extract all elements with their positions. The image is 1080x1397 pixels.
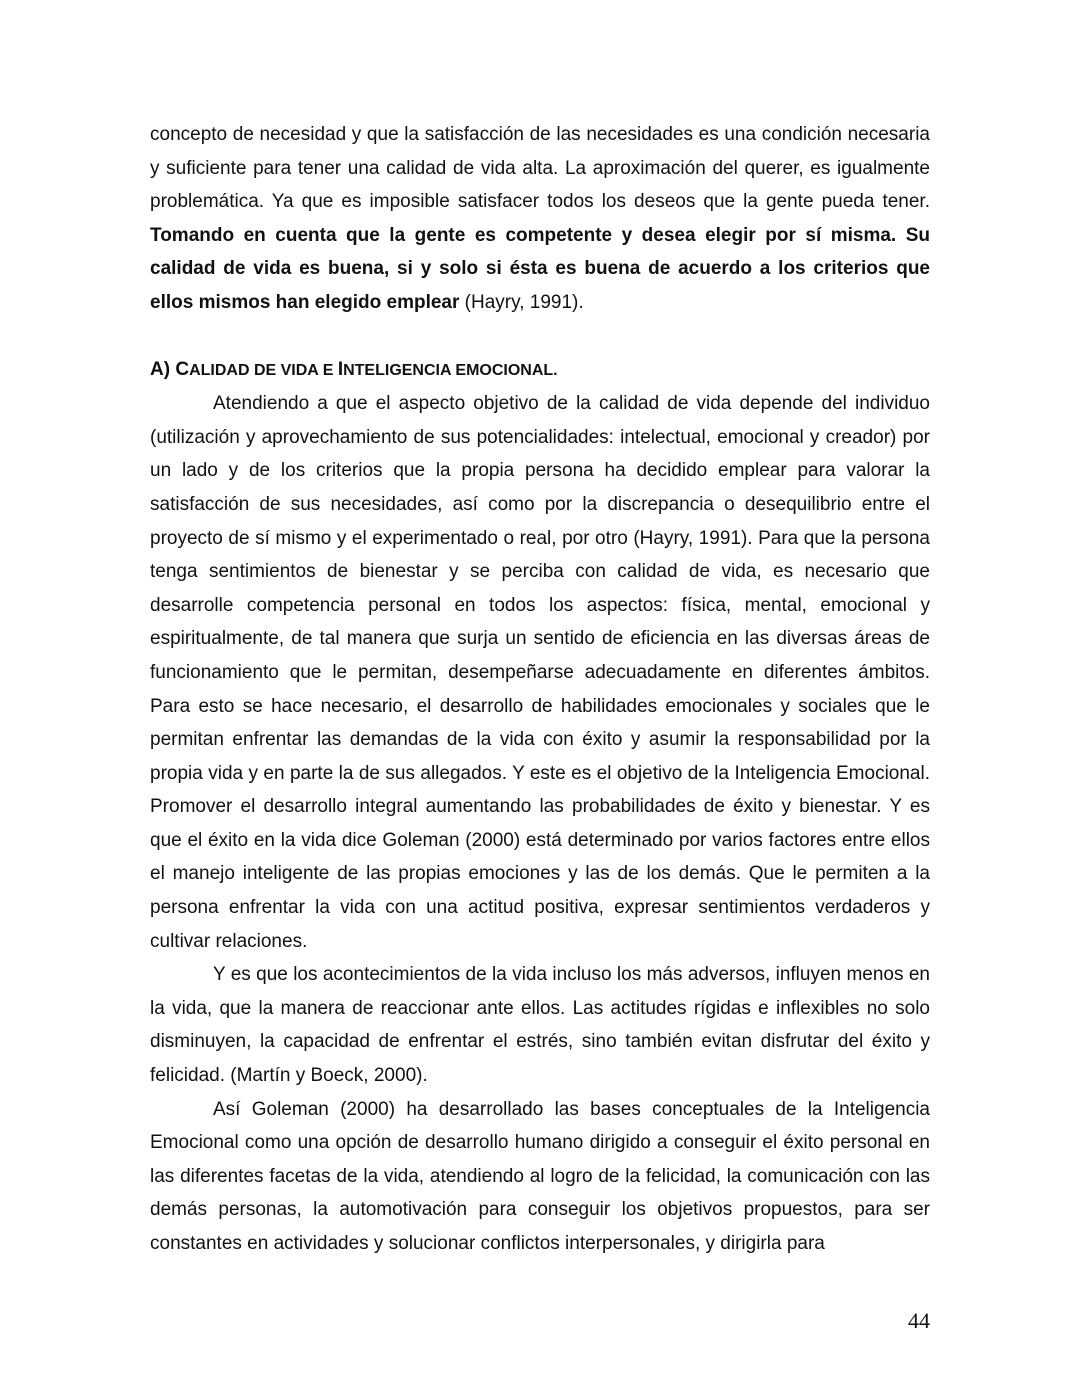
body-paragraph: Así Goleman (2000) ha desarrollado las bases conceptuales de la Inteligencia Emocional como una opción de desarrollo humano dirigido a conseguir el éxito personal en las diferentes facetas de la vida, atendiendo al logro de la felicidad, la comunicación con las demás personas, la automotivación para conseguir los objetivos propuestos, para ser constantes en actividades y solucionar conflictos interpersonales, y dirigirla para xyxy=(150,1098,930,1254)
intro-paragraph xyxy=(150,118,930,320)
intro-citation: (Hayry, 1991). xyxy=(459,291,584,313)
heading-part-2: NTELIGENCIA EMOCIONAL. xyxy=(343,361,558,379)
intro-bold-text: Tomando en cuenta que la gente es competente y desea elegir por sí misma. Su calidad de vida es buena, si y solo si ésta es buena de acuerdo a los criterios que ellos mismos han elegido emplear xyxy=(150,224,930,313)
section-heading xyxy=(150,353,930,388)
document-page xyxy=(150,118,930,1261)
heading-prefix: A) C xyxy=(150,358,190,380)
body-paragraph: Atendiendo a que el aspecto objetivo de la calidad de vida depende del individuo (utilización y aprovechamiento de sus potencialidades: intelectual, emocional y creador) por un lado y de los criterios que la propia persona ha decidido emplear para valorar la satisfacción de sus necesidades, así como por la discrepancia o desequilibrio entre el proyecto de sí mismo y el experimentado o real, por otro (Hayry, 1991). Para que la persona tenga sentimientos de bienestar y se perciba con calidad de vida, es necesario que desarrolle competencia personal en todos los aspectos: física, mental, emocional y espiritualmente, de tal manera que surja un sentido de eficiencia en las diversas áreas de funcionamiento que le permitan, desempeñarse adecuadamente en diferentes ámbitos. Para esto se hace necesario, el desarrollo de habilidades emocionales y sociales que le permitan enfrentar las demandas de la vida con éxito y asumir la responsabilidad por la propia vida y en parte la de sus allegados. Y este es el objetivo de la Inteligencia Emocional. Promover el desarrollo integral aumentando las probabilidades de éxito y bienestar. Y es que el éxito en la vida dice Goleman (2000) está determinado por varios factores entre ellos el manejo inteligente de las propias emociones y las de los demás. Que le permiten a la persona enfrentar la vida con una actitud positiva, expresar sentimientos verdaderos y cultivar relaciones. xyxy=(150,393,930,952)
body-paragraph: Y es que los acontecimientos de la vida incluso los más adversos, influyen menos en la vida, que la manera de reaccionar ante ellos. Las actitudes rígidas e inflexibles no solo disminuyen, la capacidad de enfrentar el estrés, sino también evitan disfrutar del éxito y felicidad. (Martín y Boeck, 2000). xyxy=(150,964,930,1087)
heading-cap-2: I xyxy=(337,358,344,380)
heading-part-1: ALIDAD DE VIDA E xyxy=(189,361,338,379)
page-number: 44 xyxy=(908,1308,930,1333)
intro-text: concepto de necesidad y que la satisfacción de las necesidades es una condición necesaria y suficiente para tener una calidad de vida alta. La aproximación del querer, es igualmente problemática. Ya que es imposible satisfacer todos los deseos que la gente pueda tener. xyxy=(150,124,930,213)
